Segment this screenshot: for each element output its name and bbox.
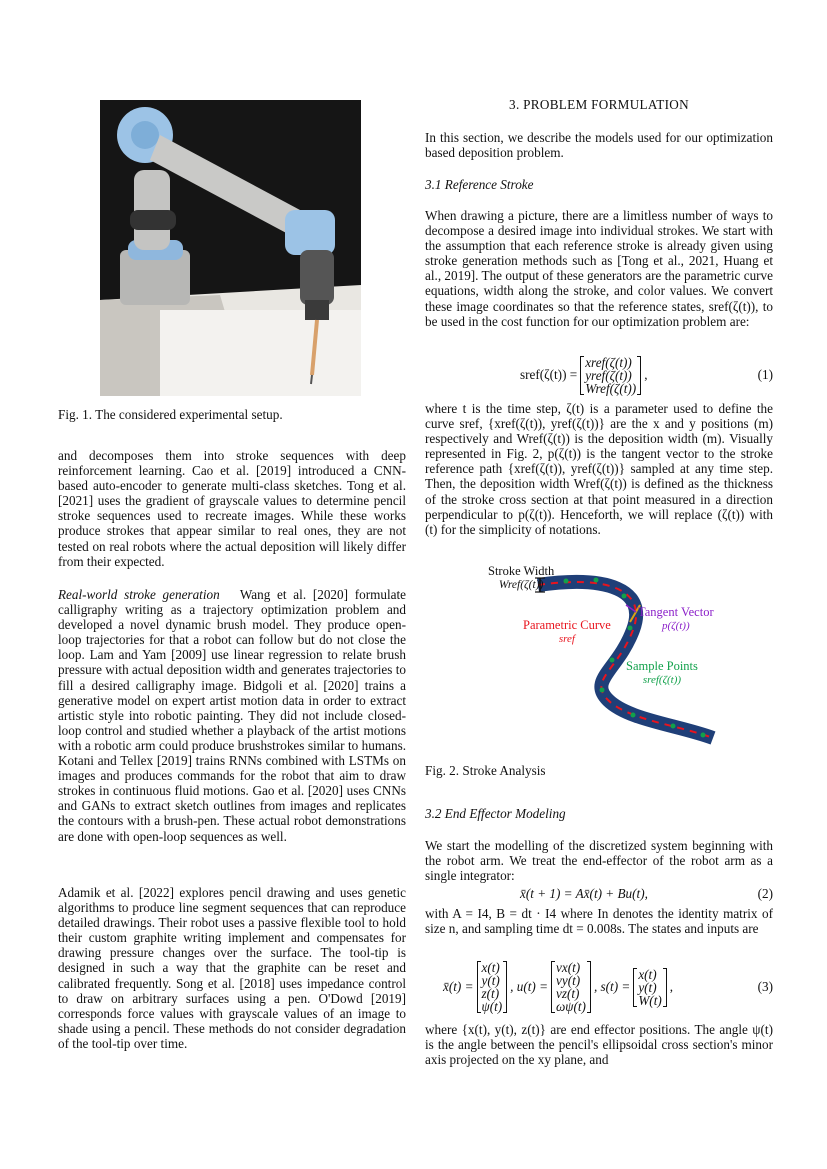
eq3-u-label: , u(t) = — [510, 979, 548, 994]
eq3-row: vz(t) — [555, 986, 580, 1001]
eq2-body: x̄(t + 1) = Ax̄(t) + Bu(t), — [520, 886, 648, 901]
paragraph-3-1: When drawing a picture, there are a limitless number of ways to decompose a desired image into individual strokes. We start with the assumption that each reference stroke is already given using stroke generation methods such as [Tong et al., 2021, Huang et al., 2019]. The output of these generators are the parametric curve equations, width along the stroke, and color values. We convert these image coordinates so that the reference states, sref(ζ(t)), to be used in the cost function for our optimization problem are: — [425, 208, 773, 329]
stroke-width-symbol: Wref(ζ(t)) — [498, 579, 544, 591]
subsection-3-1-title: 3.1 Reference Stroke — [425, 177, 534, 192]
left-paragraph-2 — [58, 587, 406, 844]
eq3-row: x(t) — [638, 966, 657, 982]
paragraph-3-2c: where {x(t), y(t), z(t)} are end effector positions. The angle ψ(t) is the angle between the pencil's ellipsoidal cross section's minor axis projected on the xy plane, and — [425, 1022, 773, 1068]
tangent-vector-symbol: p(ζ(t)) — [661, 620, 690, 632]
figure1-caption: Fig. 1. The considered experimental setup. — [58, 407, 283, 422]
left-paragraph-3: Adamik et al. [2022] explores pencil drawing and uses genetic algorithms to produce line segment sequences that can reproduce detailed drawings. Their robot uses a passive flexible tool to hold their custom graphite writing implement and compensates for drawing pressure changes over the surface. The tool-tip is designed in such a way that the graphite can be reset and calibrated frequently. Song et al. [2018] uses impedance control to draw on arbitrary surfaces using a pen. O'Dowd [2019] corresponds force values with grayscale values of an image to shade using a pencil. These methods do not consider degradation of the tool-tip over time. — [58, 885, 406, 1051]
eq1-lhs: sref(ζ(t)) = — [520, 367, 578, 382]
eq2-number: (2) — [757, 886, 773, 901]
eq1-row: yref(ζ(t)) — [585, 367, 632, 383]
eq1-row: Wref(ζ(t)) — [585, 380, 637, 396]
figure2-caption: Fig. 2. Stroke Analysis — [425, 763, 546, 778]
eq3-row: y(t) — [638, 979, 657, 995]
equation-2 — [425, 884, 773, 904]
equation-3: x̄(t) = x(t) y(t) z(t) ψ(t) , u(t) = vx(t) vy(t) vz(t) ωψ(t) , s(t) = x(t) y(t) W(t) , (3) — [443, 960, 773, 1014]
eq3-row: vy(t) — [555, 973, 581, 988]
paragraph-3-1b: where t is the time step, ζ(t) is a parameter used to define the curve sref, {xref(ζ(t)), yref(ζ(t))} are the x and y positions (m) respectively and Wref(ζ(t)) is the deposition width (m). Visually represented in Fig. 2, p(ζ(t)) is the tangent vector to the stroke reference path {xref(ζ(t)), yref(ζ(t))} sampled at any time step. Then, the deposition width Wref(ζ(t)) is defined as the thickness of the stroke cross section at that point measured in a direction perpendicular to p(ζ(t)). Henceforth, we will replace (ζ(t)) with (t) for the simplicity of notations. — [425, 401, 773, 537]
equation-1: sref(ζ(t)) = xref(ζ(t)) yref(ζ(t)) Wref(ζ(t)) , (1) — [520, 354, 773, 396]
paragraph-3-2: We start the modelling of the discretized system beginning with the robot arm. We treat the end-effector of the robot arm as a single integrator: — [425, 838, 773, 884]
eq1-number: (1) — [757, 367, 773, 382]
figure1-photo — [100, 100, 361, 396]
parametric-curve-label: Parametric Curve — [523, 618, 611, 632]
sample-points-symbol: sref(ζ(t)) — [642, 674, 682, 686]
section-title: 3. PROBLEM FORMULATION — [509, 97, 689, 112]
subsection-3-2-title: 3.2 End Effector Modeling — [425, 806, 566, 821]
eq3-row: vx(t) — [555, 960, 581, 975]
paragraph-lead: Real-world stroke generation — [58, 587, 220, 602]
stroke-width-label: Stroke Width — [488, 564, 555, 578]
eq3-number: (3) — [757, 979, 773, 994]
eq3-row: z(t) — [481, 986, 500, 1001]
tangent-vector-label: Tangent Vector — [638, 605, 714, 619]
paragraph-3-2b: with A = I4, B = dt · I4 where In denotes the identity matrix of size n, and sampling time dt = 0.008s. The states and inputs are — [425, 906, 773, 937]
eq3-x-label: x̄(t) = — [443, 979, 474, 994]
eq3-row: ωψ(t) — [555, 999, 586, 1014]
eq3-x-matrix — [477, 961, 508, 1013]
eq3-row: y(t) — [481, 973, 500, 988]
eq3-s-matrix — [633, 968, 666, 1007]
eq3-row: ψ(t) — [481, 999, 503, 1014]
robot-arm-illustration — [100, 100, 361, 396]
eq1-row: xref(ζ(t)) — [585, 354, 632, 370]
intro-paragraph: In this section, we describe the models used for our optimization based deposition problem. — [425, 130, 773, 161]
eq3-row: x(t) — [481, 960, 500, 975]
sample-points-label: Sample Points — [626, 659, 698, 673]
paragraph-2-body: Wang et al. [2020] formulate calligraphy writing as a trajectory optimization problem and developed a novel dynamic brush model. They produce open-loop trajectories for that a robot can follow but do not close the loop. Lam and Yam [2009] use linear regression to relate brush pressure with actual deposition width and generates trajectories to fill a desired calligraphy image. Bidgoli et al. [2020] trains a generative model on expert artist motion data in order to extract artistic style into robotic painting. They did not include closed-loop control and studied whether a playback of the artist motions with a robotic arm could produce brushstrokes similar to humans. Kotani and Tellex [2019] trains RNNs combined with LSTMs on images and produces commands for the robot that aim to draw strokes in continuous fluid motions. Gao et al. [2020] uses CNNs and GANs to extract sketch outlines from images and replicates the contours with a brush-pen. These actual robot demonstrations are done with open-loop sequences as well. — [58, 587, 407, 844]
left-paragraph-1: and decomposes them into stroke sequences with deep reinforcement learning. Cao et al. [2019] introduced a CNN-based auto-encoder to generate multi-class sketches. Tong et al. [2021] uses the gradient of grayscale values to determine pencil stroke sequences used to recreate images. While these works produce strokes that appear similar to real ones, they are not tested on real robots where the actual deposition will likely differ from their expected. — [58, 448, 406, 569]
eq3-row: W(t) — [638, 992, 662, 1008]
eq3-s-label: , s(t) = — [593, 979, 631, 994]
parametric-curve-symbol: sref — [558, 633, 575, 645]
eq3-u-matrix — [551, 961, 591, 1013]
figure2-stroke-analysis — [478, 560, 738, 750]
eq1-matrix — [580, 356, 641, 395]
